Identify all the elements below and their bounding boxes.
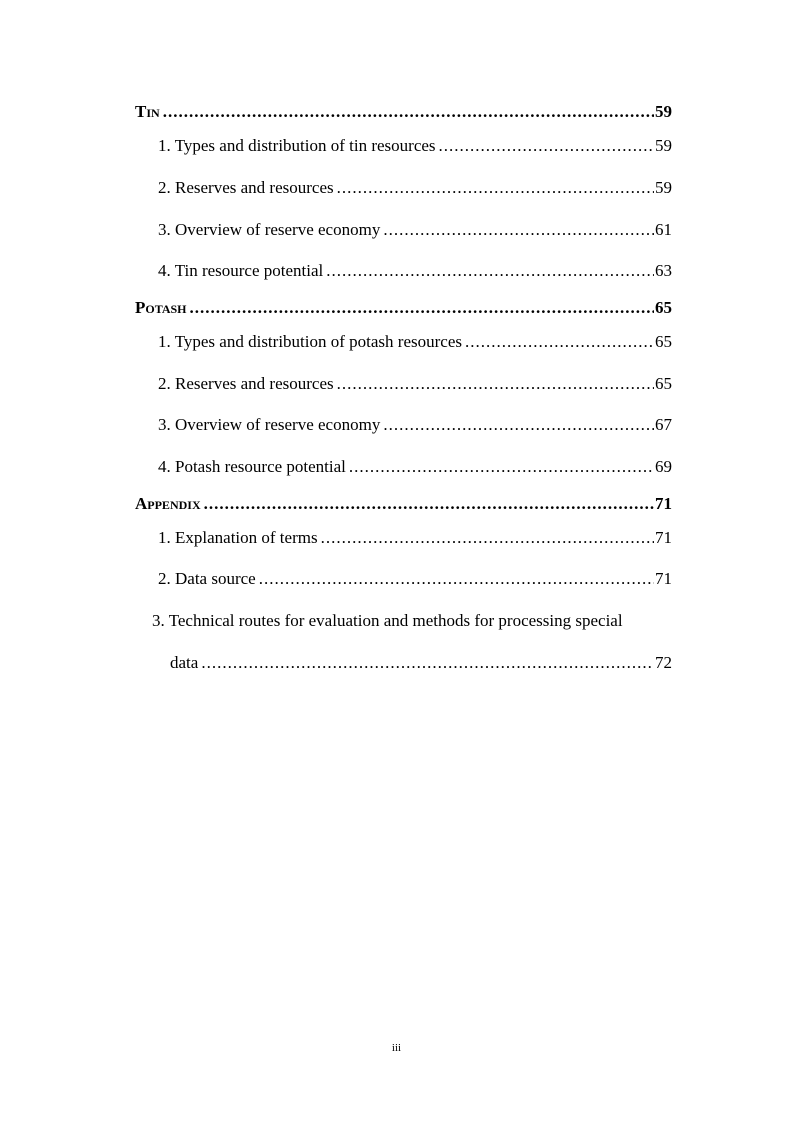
toc-entry-label: 2. Data source bbox=[158, 569, 256, 588]
toc-entry-label: 1. Explanation of terms bbox=[158, 528, 318, 547]
dot-leader bbox=[383, 220, 654, 240]
toc-entry-label: 3. Overview of reserve economy bbox=[158, 415, 381, 434]
dot-leader bbox=[204, 494, 654, 514]
toc-page-number: 69 bbox=[655, 457, 672, 476]
toc-page-number: 59 bbox=[655, 178, 672, 197]
dot-leader bbox=[321, 528, 654, 548]
toc-entry-label: 2. Reserves and resources bbox=[158, 374, 334, 393]
toc-entry-label: 4. Tin resource potential bbox=[158, 261, 324, 280]
dot-leader bbox=[201, 653, 654, 673]
dot-leader bbox=[326, 261, 654, 281]
toc-section-title: Potash bbox=[135, 298, 187, 317]
toc-page-number: 71 bbox=[655, 528, 672, 547]
toc-entry[interactable] bbox=[158, 136, 672, 156]
toc-page-number: 61 bbox=[655, 220, 672, 239]
dot-leader bbox=[337, 374, 654, 394]
toc-entry-label-line1[interactable]: 3. Technical routes for evaluation and methods for processing special bbox=[152, 611, 623, 630]
dot-leader bbox=[383, 415, 654, 435]
page-footer-number: iii bbox=[391, 1042, 402, 1054]
dot-leader bbox=[163, 102, 654, 122]
dot-leader bbox=[349, 457, 654, 477]
toc-page-number: 67 bbox=[655, 415, 672, 434]
toc-page-number: 59 bbox=[655, 102, 672, 121]
toc-entry-label: 4. Potash resource potential bbox=[158, 457, 346, 476]
toc-entry-label: 1. Types and distribution of potash resources bbox=[158, 332, 462, 351]
toc-entry[interactable] bbox=[170, 653, 672, 673]
toc-entry[interactable] bbox=[158, 415, 672, 435]
toc-entry[interactable] bbox=[158, 457, 672, 477]
toc-page-number: 65 bbox=[655, 298, 672, 317]
toc-section-tin[interactable] bbox=[135, 102, 672, 122]
toc-entry[interactable] bbox=[158, 220, 672, 240]
toc-entry-label-line2: data bbox=[170, 653, 199, 672]
toc-entry[interactable] bbox=[158, 332, 672, 352]
toc-page-number: 63 bbox=[655, 261, 672, 280]
dot-leader bbox=[465, 332, 654, 352]
dot-leader bbox=[439, 136, 654, 156]
toc-entry-label: 2. Reserves and resources bbox=[158, 178, 334, 197]
dot-leader bbox=[190, 298, 654, 318]
toc-section-potash[interactable] bbox=[135, 298, 672, 318]
toc-section-appendix[interactable] bbox=[135, 494, 672, 514]
dot-leader bbox=[259, 569, 654, 589]
toc-page-number: 71 bbox=[655, 569, 672, 588]
toc-entry[interactable] bbox=[158, 261, 672, 281]
dot-leader bbox=[337, 178, 654, 198]
toc-page-number: 65 bbox=[655, 332, 672, 351]
toc-page-number: 65 bbox=[655, 374, 672, 393]
toc-page-number: 71 bbox=[655, 494, 672, 513]
toc-page-number: 59 bbox=[655, 136, 672, 155]
toc-entry-label: 3. Overview of reserve economy bbox=[158, 220, 381, 239]
toc-entry[interactable] bbox=[158, 569, 672, 589]
toc-entry[interactable] bbox=[158, 178, 672, 198]
toc-entry[interactable] bbox=[158, 374, 672, 394]
toc-page-number: 72 bbox=[655, 653, 672, 672]
toc-entry-label: 1. Types and distribution of tin resources bbox=[158, 136, 436, 155]
toc-section-title: Appendix bbox=[135, 494, 201, 513]
toc-section-title: Tin bbox=[135, 102, 160, 121]
toc-entry[interactable] bbox=[158, 528, 672, 548]
